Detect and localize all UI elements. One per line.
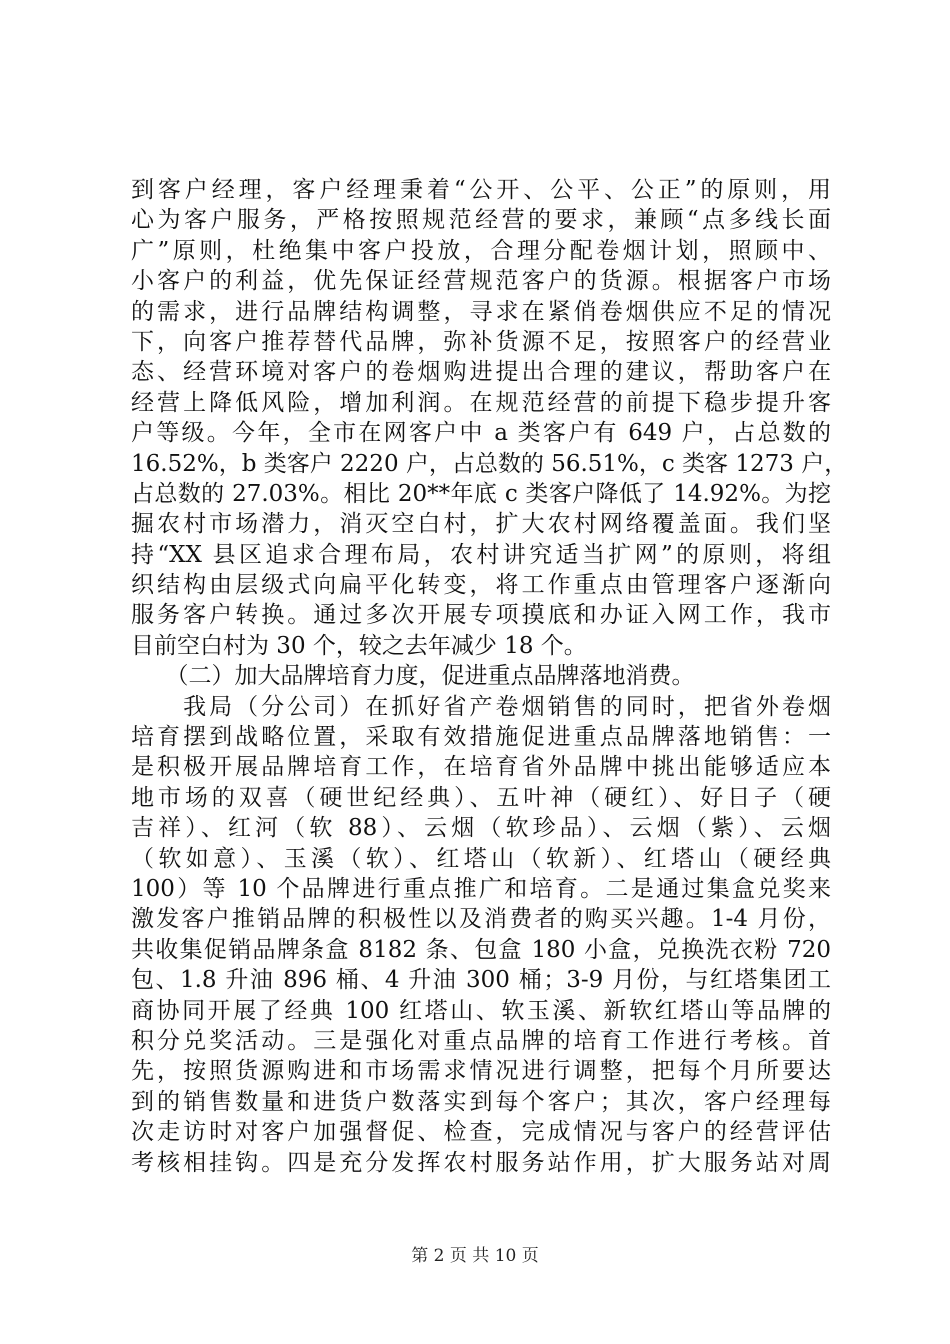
text-line: 占总数的 27.03%。相比 20**年底 c 类客户降低了 14.92%。为挖 (131, 480, 831, 507)
text-line: 目前空白村为 30 个，较之去年减少 18 个。 (131, 632, 587, 659)
text-line: 吉祥）、红河（软 88）、云烟（软珍品）、云烟（紫）、云烟 (131, 815, 831, 842)
text-line: 小客户的利益，优先保证经营规范客户的货源。根据客户市场 (131, 268, 831, 295)
text-line: 态、经营环境对客户的卷烟购进提出合理的建议，帮助客户在 (131, 359, 831, 386)
text-line: 织结构由层级式向扁平化转变，将工作重点由管理客户逐渐向 (131, 572, 831, 599)
text-line: 积分兑奖活动。三是强化对重点品牌的培育工作进行考核。首 (131, 1027, 831, 1054)
text-line: 下，向客户推荐替代品牌，弥补货源不足，按照客户的经营业 (131, 328, 831, 355)
body-text (131, 175, 848, 1178)
text-line: 到的销售数量和进货户数落实到每个客户；其次，客户经理每 (131, 1088, 831, 1115)
text-line: 广”原则，杜绝集中客户投放，合理分配卷烟计划，照顾中、 (131, 237, 831, 264)
text-line: 培育摆到战略位置，采取有效措施促进重点品牌落地销售：一 (131, 724, 831, 751)
text-line: 先，按照货源购进和市场需求情况进行调整，把每个月所要达 (131, 1058, 831, 1085)
text-line: 是积极开展品牌培育工作，在培育省外品牌中挑出能够适应本 (131, 754, 831, 781)
text-line: 到客户经理，客户经理秉着“公开、公平、公正”的原则，用 (131, 177, 831, 203)
text-line: 包、1.8 升油 896 桶、4 升油 300 桶；3-9 月份，与红塔集团工 (131, 967, 831, 994)
text-line: 共收集促销品牌条盒 8182 条、包盒 180 小盒，兑换洗衣粉 720 (131, 936, 831, 963)
page-number-footer: 第 2 页 共 10 页 (411, 1246, 539, 1266)
text-line: 我局（分公司）在抓好省产卷烟销售的同时，把省外卷烟 (131, 693, 831, 720)
text-line: 心为客户服务，严格按照规范经营的要求，兼顾“点多线长面 (131, 207, 831, 234)
text-line: 激发客户推销品牌的积极性以及消费者的购买兴趣。1-4 月份， (131, 906, 831, 933)
text-line: 次走访时对客户加强督促、检查，完成情况与客户的经营评估 (131, 1119, 831, 1146)
text-line: 16.52%，b 类客户 2220 户，占总数的 56.51%，c 类客 1273 户， (131, 450, 848, 477)
text-line: 地市场的双喜（硬世纪经典）、五叶神（硬红）、好日子（硬 (131, 784, 831, 811)
text-line: 经营上降低风险，增加利润。在规范经营的前提下稳步提升客 (131, 389, 831, 416)
text-line: 的需求，进行品牌结构调整，寻求在紧俏卷烟供应不足的情况 (131, 298, 831, 325)
text-line: 服务客户转换。通过多次开展专项摸底和办证入网工作，我市 (131, 602, 831, 629)
section-heading: （二）加大品牌培育力度，促进重点品牌落地消费。 (131, 663, 695, 690)
text-line: 商协同开展了经典 100 红塔山、软玉溪、新软红塔山等品牌的 (131, 997, 831, 1024)
text-line: 持“XX 县区追求合理布局，农村讲究适当扩网”的原则，将组 (131, 541, 831, 568)
text-line: 户等级。今年，全市在网客户中 a 类客户有 649 户，占总数的 (131, 420, 831, 447)
text-line: 考核相挂钩。四是充分发挥农村服务站作用，扩大服务站对周 (131, 1149, 831, 1176)
text-line: （软如意）、玉溪（软）、红塔山（软新）、红塔山（硬经典 (131, 845, 831, 872)
text-line: 掘农村市场潜力，消灭空白村，扩大农村网络覆盖面。我们坚 (131, 511, 831, 538)
text-line: 100）等 10 个品牌进行重点推广和培育。二是通过集盒兑奖来 (131, 875, 831, 902)
